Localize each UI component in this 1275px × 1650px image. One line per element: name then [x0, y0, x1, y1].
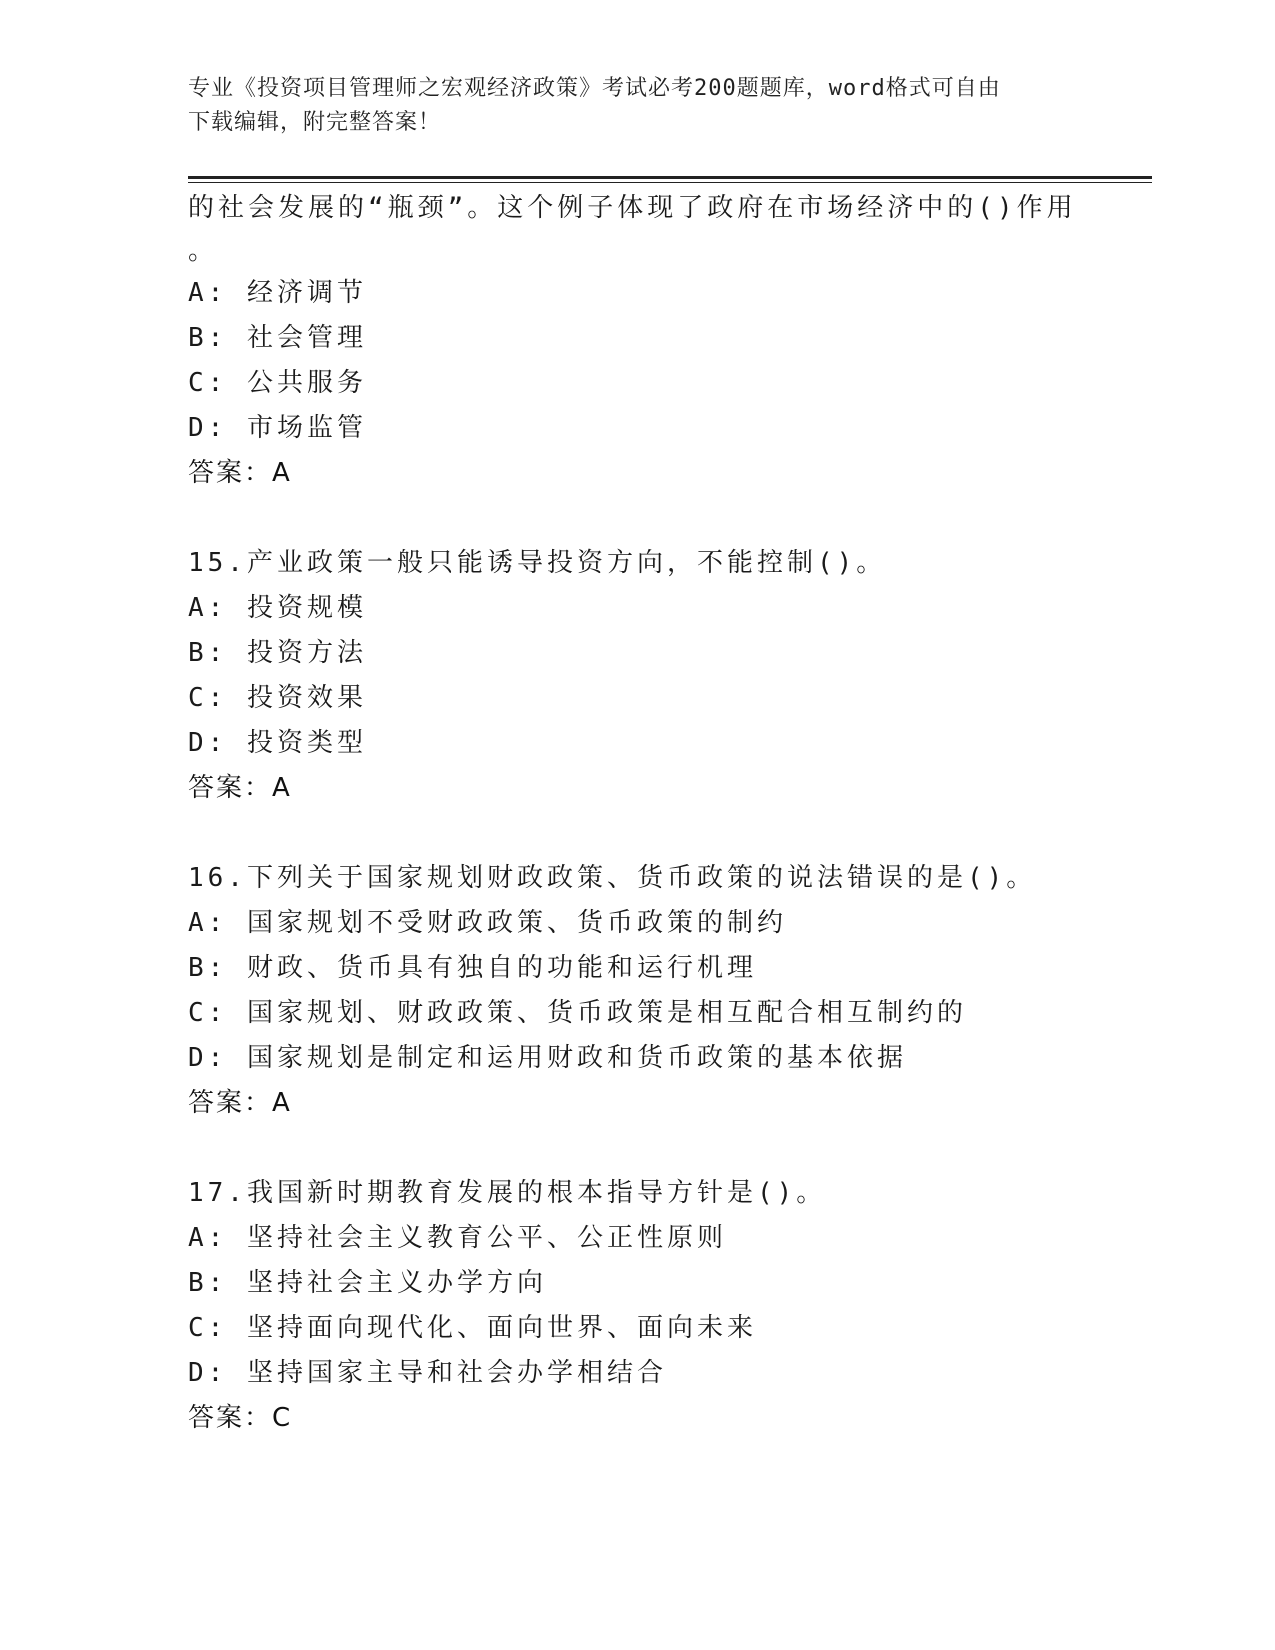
option-b: B: 财政、货币具有独自的功能和运行机理	[188, 953, 757, 983]
header-rule-thick	[188, 176, 1152, 179]
answer-line: 答案：A	[188, 458, 292, 488]
spacer	[188, 811, 1108, 856]
option-d: D: 市场监管	[188, 413, 367, 443]
question-15	[188, 541, 1108, 811]
option-a: A: 国家规划不受财政政策、货币政策的制约	[188, 908, 787, 938]
option-d: D: 坚持国家主导和社会办学相结合	[188, 1358, 667, 1388]
option-a: A: 坚持社会主义教育公平、公正性原则	[188, 1223, 727, 1253]
question-text: 15.产业政策一般只能诱导投资方向，不能控制()。	[188, 548, 887, 578]
option-c: C: 投资效果	[188, 683, 367, 713]
answer-line: 答案：C	[188, 1403, 293, 1433]
option-c: C: 坚持面向现代化、面向世界、面向未来	[188, 1313, 757, 1343]
spacer	[188, 1126, 1108, 1171]
option-c: C: 公共服务	[188, 368, 367, 398]
spacer	[188, 496, 1108, 541]
question-16	[188, 856, 1108, 1126]
option-b: B: 投资方法	[188, 638, 367, 668]
option-b: B: 坚持社会主义办学方向	[188, 1268, 547, 1298]
page-header	[188, 72, 1088, 140]
question-14-continuation	[188, 186, 1108, 496]
document-body	[188, 186, 1108, 1441]
option-a: A: 经济调节	[188, 278, 367, 308]
option-a: A: 投资规模	[188, 593, 367, 623]
answer-line: 答案：A	[188, 773, 292, 803]
answer-line: 答案：A	[188, 1088, 292, 1118]
option-c: C: 国家规划、财政政策、货币政策是相互配合相互制约的	[188, 998, 967, 1028]
header-line-1: 专业《投资项目管理师之宏观经济政策》考试必考200题题库，word格式可自由	[188, 76, 1001, 101]
option-d: D: 投资类型	[188, 728, 367, 758]
option-b: B: 社会管理	[188, 323, 367, 353]
header-line-2: 下载编辑，附完整答案！	[188, 110, 442, 135]
header-rule-thin	[188, 182, 1152, 183]
question-text: 17.我国新时期教育发展的根本指导方针是()。	[188, 1178, 827, 1208]
question-text: 16.下列关于国家规划财政政策、货币政策的说法错误的是()。	[188, 863, 1037, 893]
question-text-tail: 。	[188, 236, 215, 266]
question-17	[188, 1171, 1108, 1441]
option-d: D: 国家规划是制定和运用财政和货币政策的基本依据	[188, 1043, 907, 1073]
question-text-continued: 的社会发展的“瓶颈”。这个例子体现了政府在市场经济中的()作用	[188, 193, 1077, 223]
